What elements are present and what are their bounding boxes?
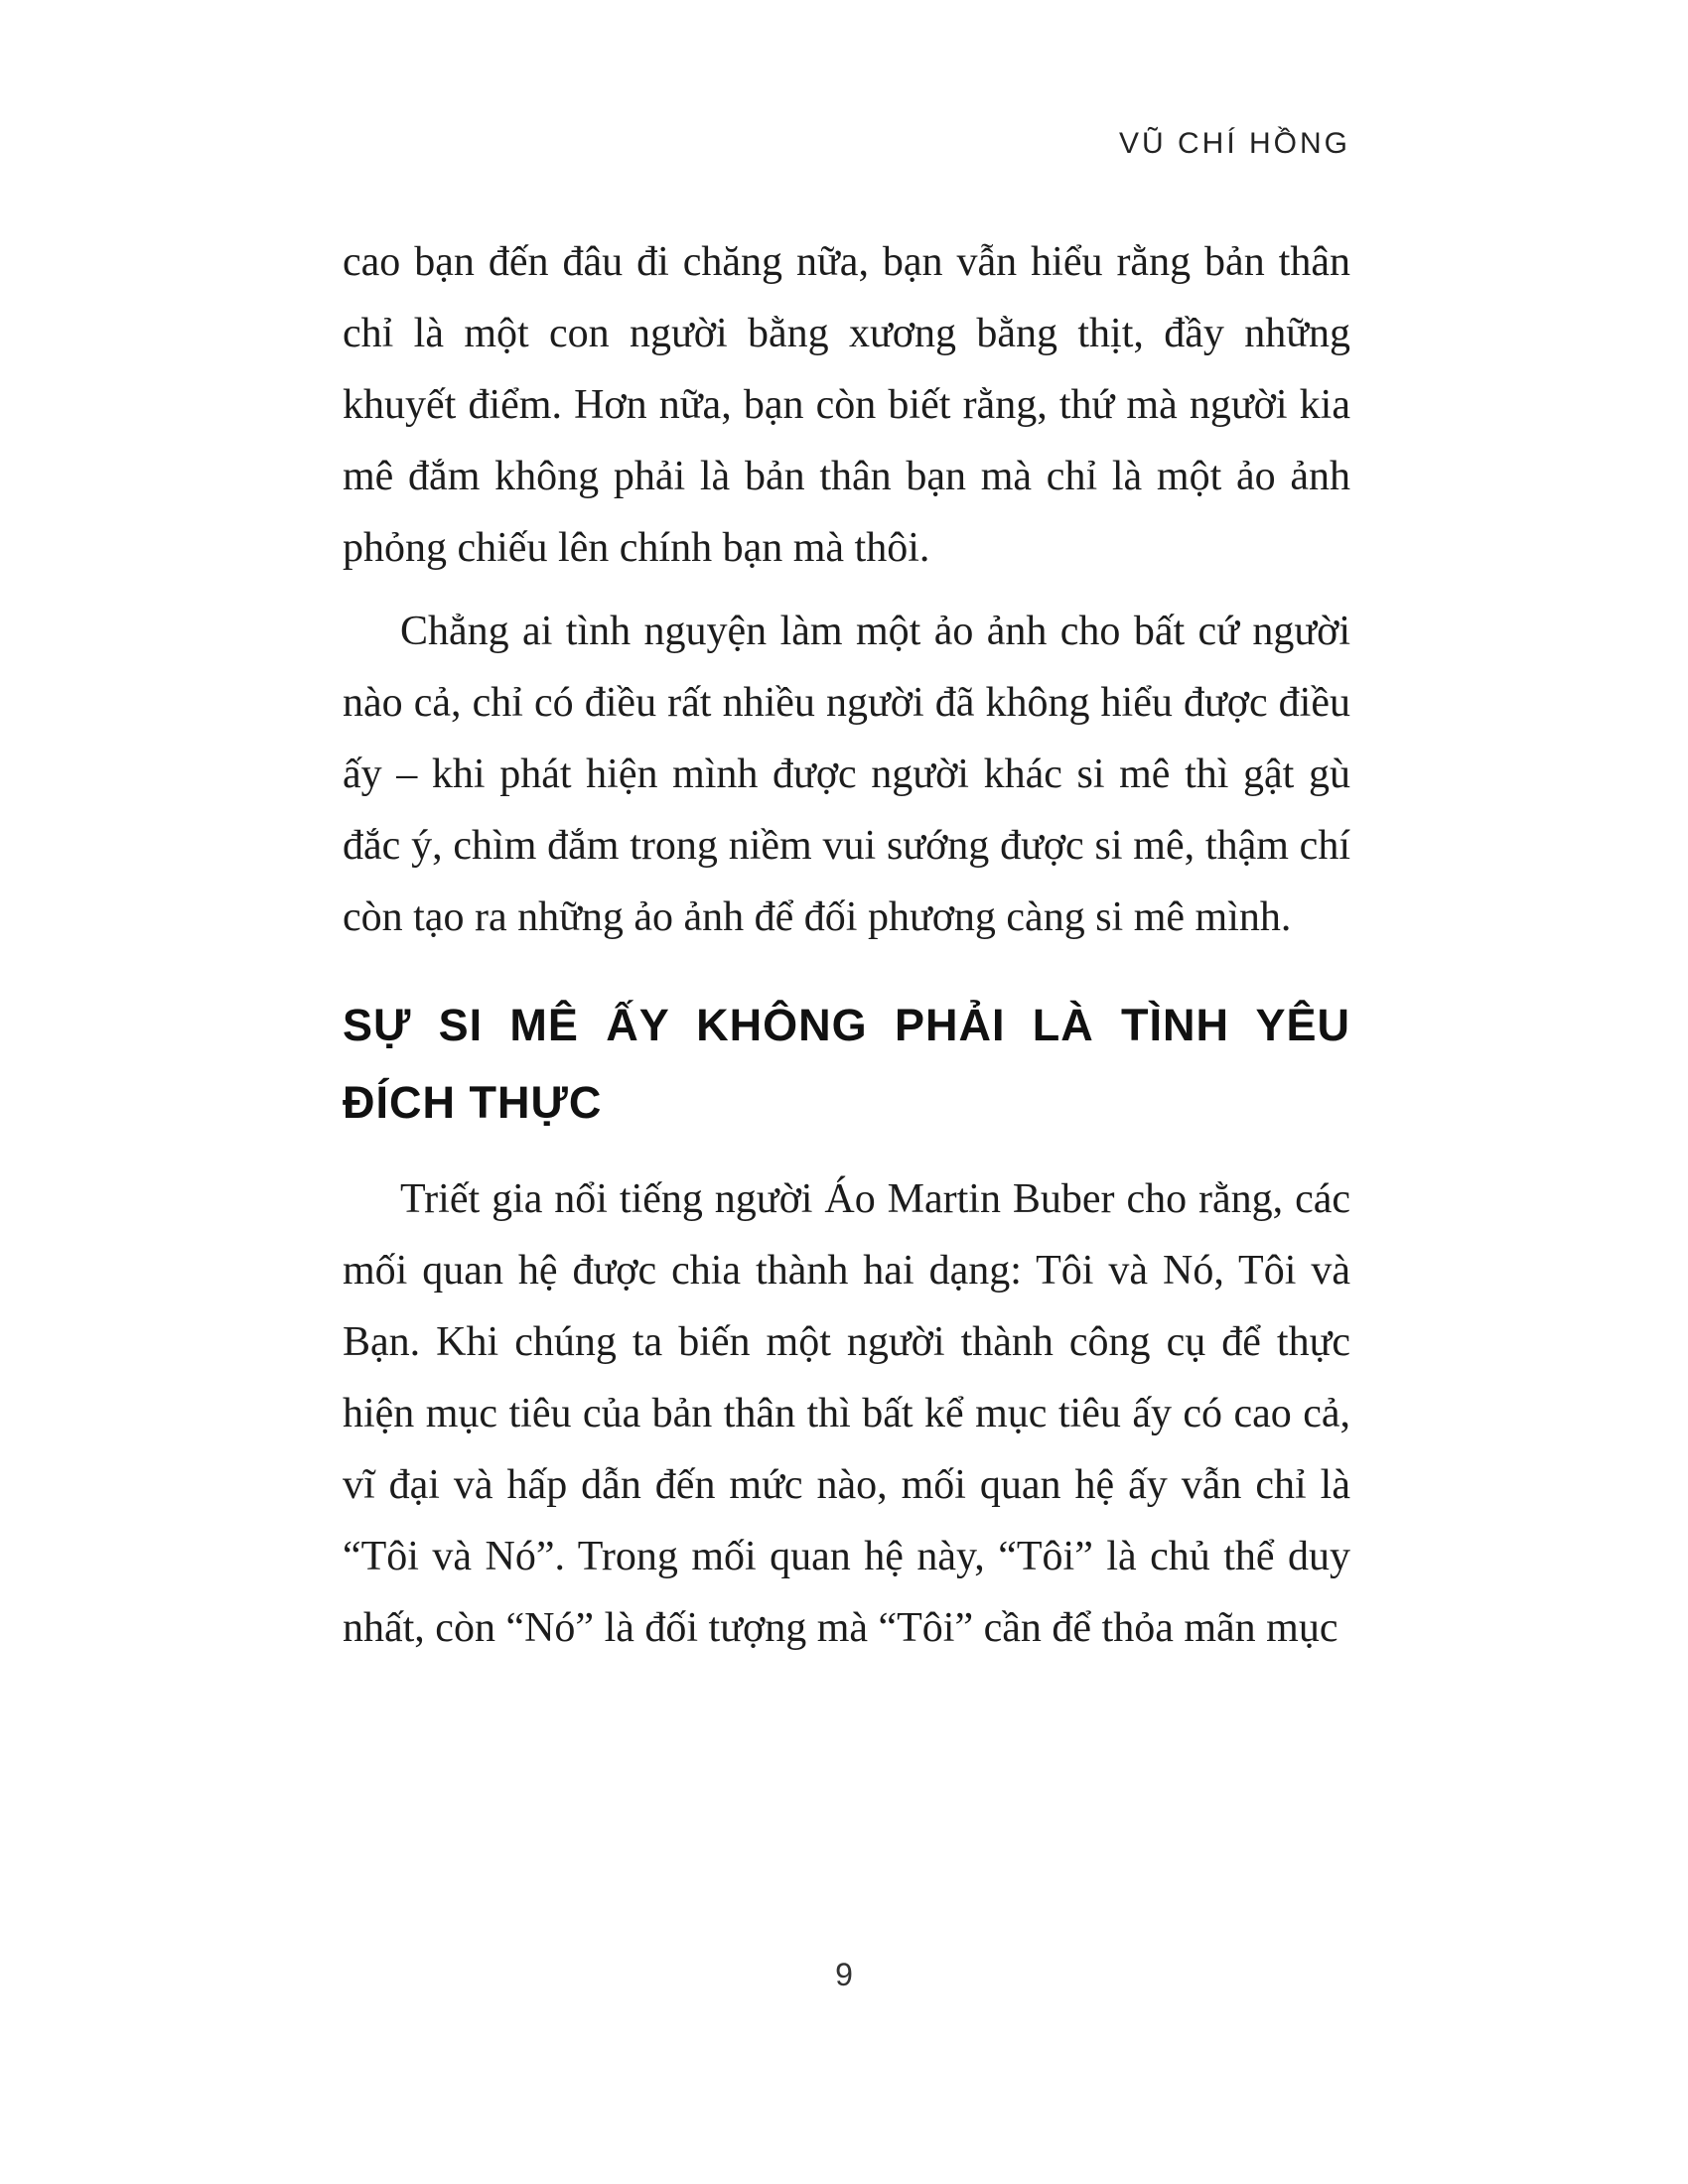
paragraph-continuation: cao bạn đến đâu đi chăng nữa, bạn vẫn hiểu rằng bản thân chỉ là một con người bằng xương bằng thịt, đầy những khuyết điểm. Hơn nữa, bạn còn biết rằng, thứ mà người kia mê đắm không phải là bản thân bạn mà chỉ là một ảo ảnh phỏng chiếu lên chính bạn mà thôi. — [343, 239, 1350, 571]
paragraph: Triết gia nổi tiếng người Áo Martin Buber cho rằng, các mối quan hệ được chia thành hai dạng: Tôi và Nó, Tôi và Bạn. Khi chúng ta biến một người thành công cụ để thực hiện mục tiêu của bản thân thì bất kể mục tiêu ấy có cao cả, vĩ đại và hấp dẫn đến mức nào, mối quan hệ ấy vẫn chỉ là “Tôi và Nó”. Trong mối quan hệ này, “Tôi” là chủ thể duy nhất, còn “Nó” là đối tượng mà “Tôi” cần để thỏa mãn mục — [343, 1176, 1350, 1651]
text-block — [343, 226, 1350, 1676]
paragraph: Chẳng ai tình nguyện làm một ảo ảnh cho bất cứ người nào cả, chỉ có điều rất nhiều người đã không hiểu được điều ấy – khi phát hiện mình được người khác si mê thì gật gù đắc ý, chìm đắm trong niềm vui sướng được si mê, thậm chí còn tạo ra những ảo ảnh để đối phương càng si mê mình. — [343, 609, 1350, 940]
running-header-author: VŨ CHÍ HỒNG — [1118, 127, 1350, 160]
section-heading: SỰ SI MÊ ẤY KHÔNG PHẢI LÀ TÌNH YÊU ĐÍCH THỰC — [343, 1000, 1350, 1128]
page-number: 9 — [835, 1957, 853, 1992]
